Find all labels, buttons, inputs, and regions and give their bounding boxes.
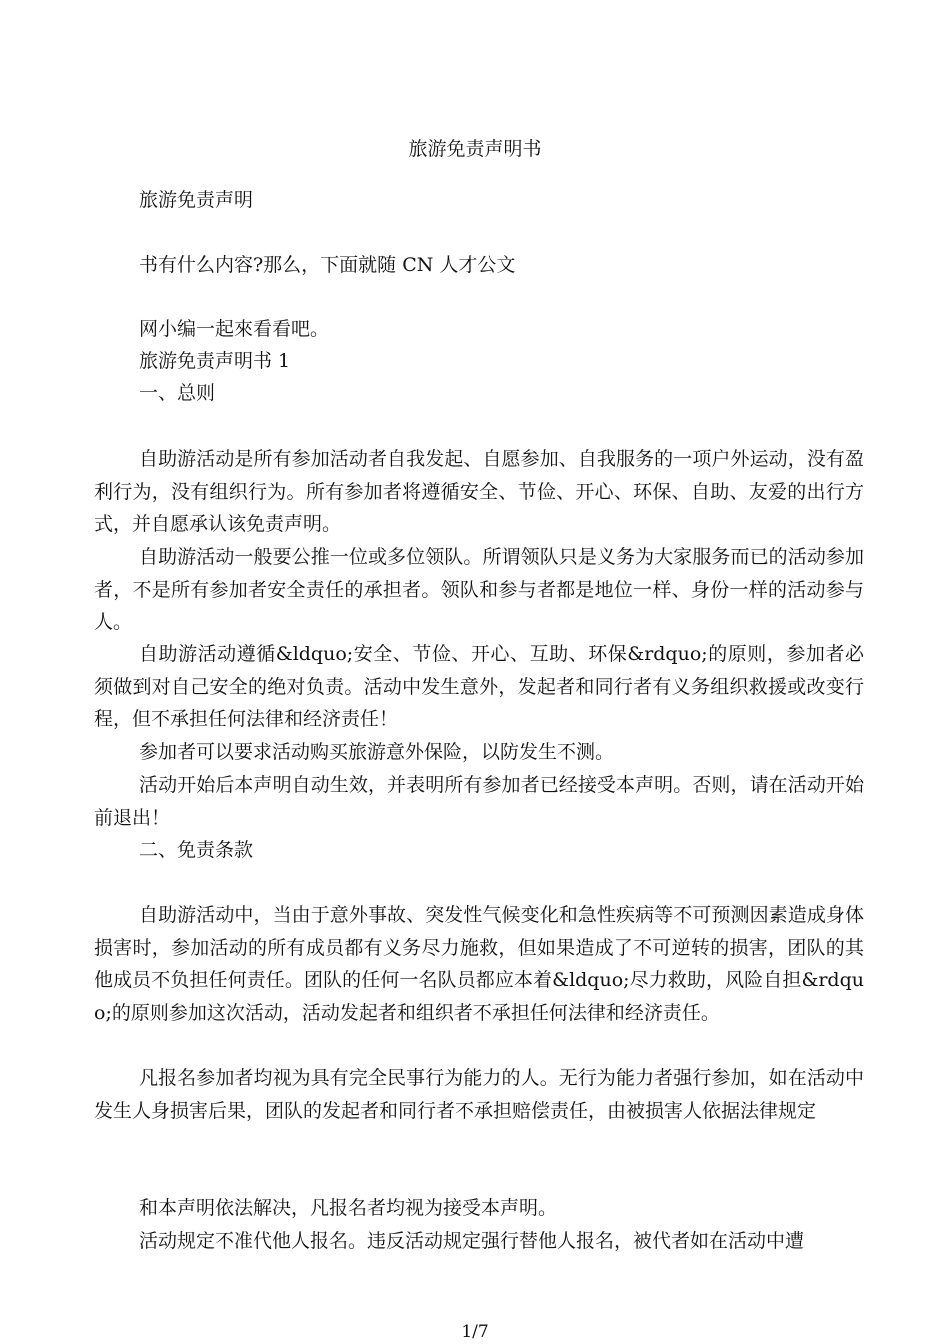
paragraph: 活动规定不准代他人报名。违反活动规定强行替他人报名，被代者如在活动中遭	[139, 1230, 805, 1252]
paragraph: 自助游活动一般要公推一位或多位领队。所谓领队只是义务为大家服务而已的活动参加者，不是所有参加者安全责任的承担者。领队和参与者都是地位一样、身份一样的活动参与人。	[94, 546, 864, 633]
paragraph-continuation: 和本声明依法解决，凡报名者均视为接受本声明。	[139, 1197, 558, 1219]
section-heading: 一、总则	[139, 382, 216, 404]
page-number: 1/7	[461, 1322, 489, 1342]
intro-line: 书有什么内容?那么，下面就随 CN 人才公文	[139, 254, 516, 276]
section-heading: 二、免责条款	[139, 839, 254, 861]
intro-line: 旅游免责声明	[139, 189, 254, 211]
paragraph: 自助游活动是所有参加活动者自我发起、自愿参加、自我服务的一项户外运动，没有盈利行为，没有组织行为。所有参加者将遵循安全、节俭、开心、环保、自助、友爱的出行方式，并自愿承认该免责声明。	[94, 448, 864, 535]
section-subtitle: 旅游免责声明书 1	[139, 350, 291, 372]
paragraph: 活动开始后本声明自动生效，并表明所有参加者已经接受本声明。否则，请在活动开始前退出！	[94, 774, 864, 829]
paragraph: 自助游活动遵循&ldquo;安全、节俭、开心、互助、环保&rdquo;的原则，参加者必须做到对自己安全的绝对负责。活动中发生意外，发起者和同行者有义务组织救援或改变行程，但不承担任何法律和经济责任！	[94, 643, 864, 730]
intro-line: 网小编一起來看看吧。	[139, 318, 330, 340]
paragraph: 自助游活动中，当由于意外事故、突发性气候变化和急性疾病等不可预测因素造成身体损害时，参加活动的所有成员都有义务尽力施救，但如果造成了不可逆转的损害，团队的其他成员不负担任何责任。团队的任何一名队员都应本着&ldquo;尽力救助，风险自担&rdquo;的原则参加这次活动，活动发起者和组织者不承担任何法律和经济责任。	[94, 904, 864, 1024]
document-title: 旅游免责声明书	[408, 138, 542, 160]
paragraph: 参加者可以要求活动购买旅游意外保险，以防发生不测。	[139, 741, 615, 763]
paragraph: 凡报名参加者均视为具有完全民事行为能力的人。无行为能力者强行参加，如在活动中发生人身损害后果，团队的发起者和同行者不承担赔偿责任，由被损害人依据法律规定	[94, 1067, 864, 1122]
